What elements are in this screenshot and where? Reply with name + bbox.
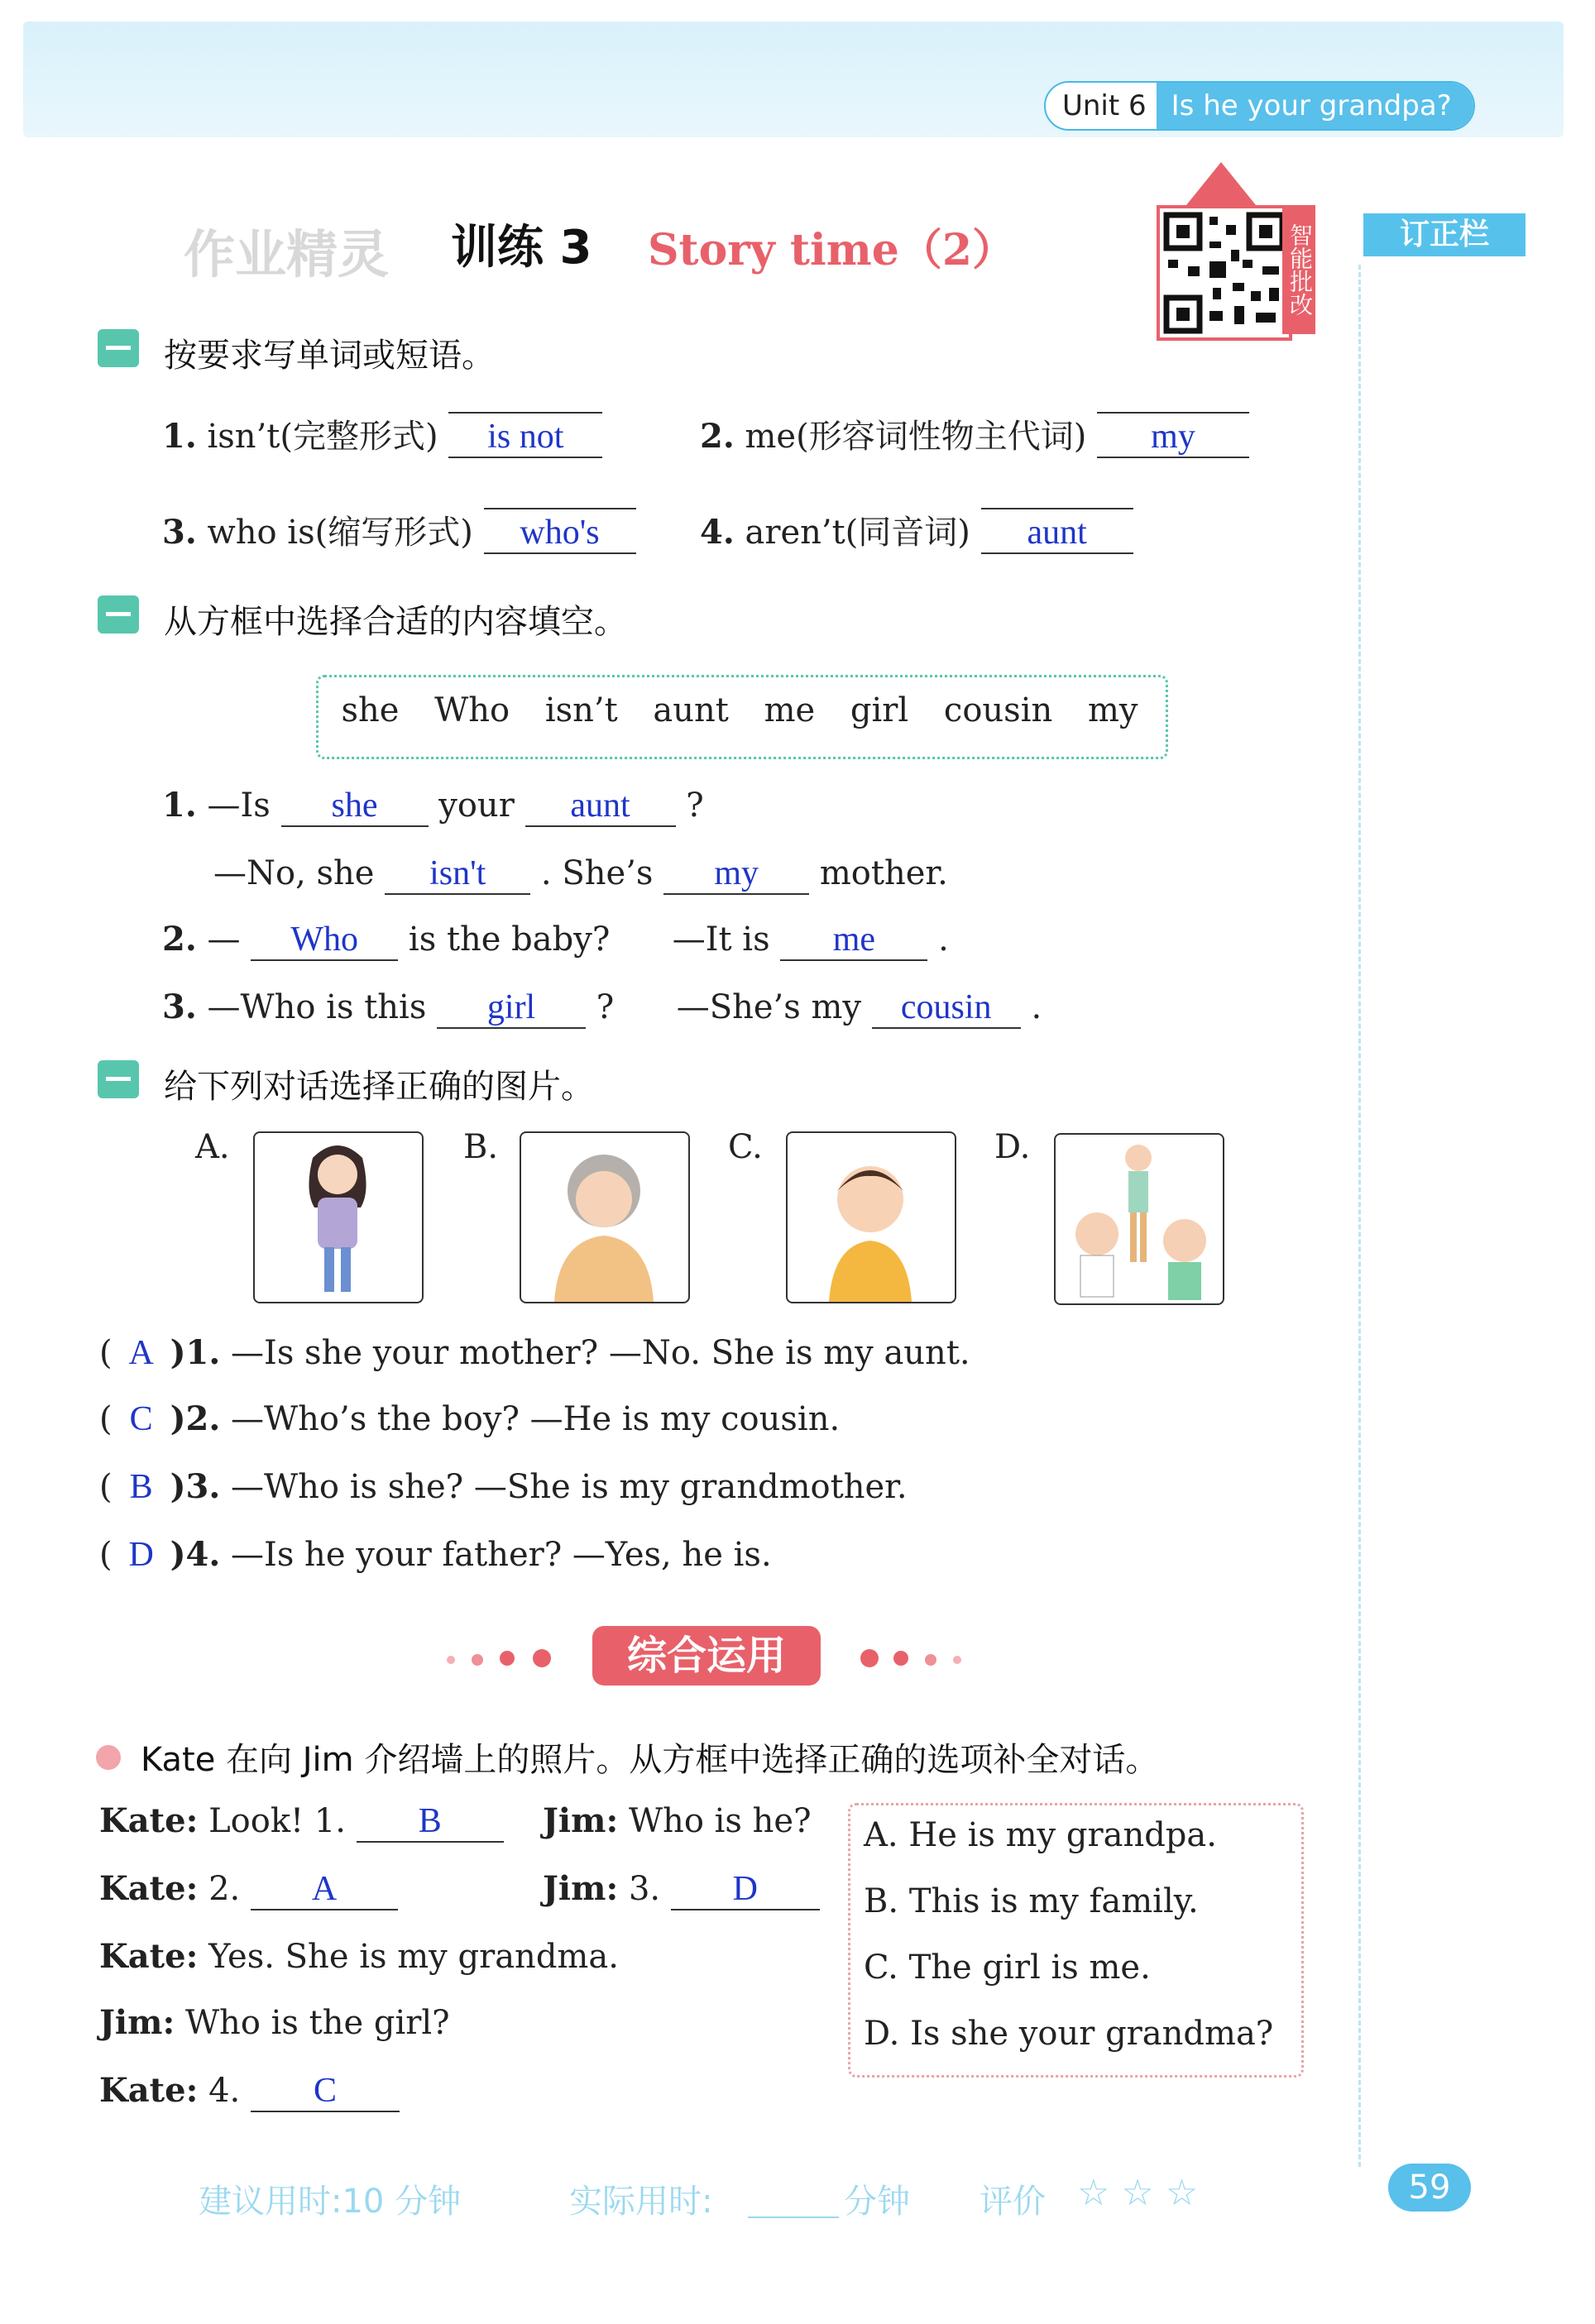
section-3-title: 给下列对话选择正确的图片。 (164, 1068, 594, 1106)
minutes-label: 分钟 (844, 2183, 910, 2221)
qr-tab-label: 智能批改 (1282, 205, 1315, 334)
picture-label-c: C. (728, 1128, 763, 1166)
s4-line-4: Jim: Who is the girl? (99, 2003, 450, 2042)
s4-blank-3[interactable]: D (671, 1869, 820, 1910)
qr-code[interactable] (1157, 205, 1292, 341)
section-2-title: 从方框中选择合适的内容填空。 (164, 603, 627, 641)
banner-dot (925, 1654, 936, 1666)
word-box-words: she Who isn’t aunt me girl cousin my (341, 691, 1138, 729)
actual-time-blank[interactable] (748, 2216, 839, 2218)
suggested-time: 建议用时:10 分钟 (199, 2183, 462, 2221)
lesson-title: 训练 3 (451, 221, 592, 275)
banner-dot (500, 1651, 515, 1666)
banner-dot (472, 1654, 483, 1666)
s4-line-2-jim: Jim: 3. D (543, 1869, 820, 1910)
father-figure-icon (1056, 1135, 1223, 1303)
evaluation-label: 评价 (980, 2183, 1046, 2221)
s3-answer-1[interactable]: A (128, 1334, 154, 1372)
banner-dot (447, 1656, 455, 1664)
section-3-icon (98, 1060, 139, 1098)
qr-pattern-icon (1160, 208, 1289, 337)
s1-item-3: 3. who is(缩写形式) who's (162, 506, 636, 554)
s2-blank-1b[interactable]: aunt (525, 786, 676, 827)
s4-blank-1[interactable]: B (357, 1801, 504, 1843)
picture-d-father-and-boys (1054, 1133, 1224, 1305)
page-number: 59 (1388, 2164, 1471, 2212)
section-banner: 综合运用 (592, 1626, 821, 1686)
correction-column-tab: 订正栏 (1363, 213, 1526, 256)
s4-blank-2[interactable]: A (251, 1869, 398, 1910)
s2-question-2: 2. — Who is the baby? —It is me . (162, 920, 949, 961)
option-c: C. The girl is me. (864, 1949, 1151, 1987)
section-1-icon (98, 329, 139, 367)
s3-answer-4[interactable]: D (128, 1536, 154, 1574)
actual-time-label: 实际用时: (569, 2183, 713, 2221)
section-4-icon (96, 1745, 121, 1770)
s2-blank-2b[interactable]: me (780, 920, 927, 961)
s1-answer-2[interactable]: my (1097, 412, 1249, 458)
option-b: B. This is my family. (864, 1882, 1199, 1920)
aunt-figure-icon (255, 1133, 422, 1302)
unit-title: Is he your grandpa? (1157, 83, 1473, 129)
s2-blank-3b[interactable]: cousin (872, 987, 1021, 1029)
s2-question-1-reply: —No, she isn't . She’s my mother. (213, 854, 948, 895)
grandmother-figure-icon (521, 1133, 688, 1302)
section-2-icon (98, 595, 139, 634)
banner-dot (860, 1649, 879, 1667)
option-a: A. He is my grandpa. (864, 1816, 1217, 1854)
cousin-boy-figure-icon (788, 1133, 955, 1302)
picture-label-d: D. (994, 1128, 1031, 1166)
picture-b-grandmother (520, 1131, 690, 1303)
s4-line-1-jim: Jim: Who is he? (543, 1801, 812, 1840)
correction-column-divider (1358, 265, 1361, 2167)
story-title: Story time（2） (648, 225, 1016, 275)
s3-item-2: ( C )2. —Who’s the boy? —He is my cousin. (99, 1399, 841, 1438)
s3-answer-3[interactable]: B (129, 1468, 153, 1506)
unit-label: Unit 6 (1062, 89, 1147, 122)
s1-item-4: 4. aren’t(同音词) aunt (700, 506, 1133, 554)
s2-blank-1d[interactable]: my (663, 854, 809, 895)
banner-dot (893, 1651, 908, 1666)
s1-answer-1[interactable]: is not (448, 412, 602, 458)
qr-hanger (1186, 162, 1256, 205)
s2-question-1: 1. —Is she your aunt ? (162, 786, 704, 827)
s4-line-2: Kate: 2. A (99, 1869, 398, 1910)
s3-item-3: ( B )3. —Who is she? —She is my grandmother. (99, 1467, 908, 1506)
watermark-logo: 作业精灵 (184, 224, 390, 285)
picture-label-b: B. (463, 1128, 499, 1166)
s2-blank-1a[interactable]: she (281, 786, 429, 827)
s3-item-4: ( D )4. —Is he your father? —Yes, he is. (99, 1535, 772, 1574)
s4-line-1: Kate: Look! 1. B (99, 1801, 504, 1843)
s2-question-3: 3. —Who is this girl ? —She’s my cousin . (162, 987, 1042, 1029)
unit-pill (1044, 81, 1475, 131)
picture-a-woman (253, 1131, 424, 1303)
s4-blank-4[interactable]: C (251, 2071, 400, 2112)
picture-label-a: A. (195, 1128, 230, 1166)
s3-item-1: ( A )1. —Is she your mother? —No. She is my aunt. (99, 1333, 970, 1372)
s1-item-2: 2. me(形容词性物主代词) my (700, 410, 1249, 458)
section-1-title: 按要求写单词或短语。 (164, 337, 495, 375)
section-4-title: Kate 在向 Jim 介绍墙上的照片。从方框中选择正确的选项补全对话。 (141, 1741, 1159, 1779)
s1-item-1: 1. isn’t(完整形式) is not (162, 410, 602, 458)
banner-dot (533, 1649, 551, 1667)
rating-stars-icon[interactable]: ☆ ☆ ☆ (1077, 2172, 1199, 2214)
banner-dot (953, 1656, 961, 1664)
s2-blank-2a[interactable]: Who (251, 920, 398, 961)
s1-answer-4[interactable]: aunt (981, 508, 1133, 554)
option-d: D. Is she your grandma? (864, 2015, 1274, 2053)
s2-blank-1c[interactable]: isn't (385, 854, 530, 895)
s4-line-5: Kate: 4. C (99, 2071, 400, 2112)
s1-answer-3[interactable]: who's (484, 508, 636, 554)
s4-line-3: Kate: Yes. She is my grandma. (99, 1937, 619, 1976)
s2-blank-3a[interactable]: girl (437, 987, 586, 1029)
s3-answer-2[interactable]: C (129, 1400, 153, 1438)
picture-c-boy (786, 1131, 956, 1303)
